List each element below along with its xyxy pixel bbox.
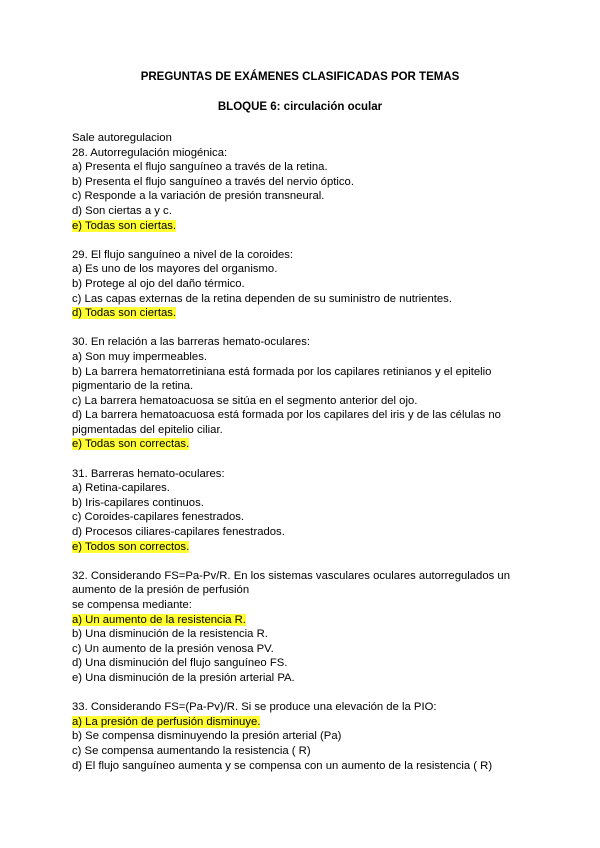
answer-option: d) Una disminución del flujo sanguíneo FS. — [72, 657, 288, 670]
answer-option: b) Iris-capilares continuos. — [72, 496, 204, 509]
answer-option: e) Todas son ciertas. — [72, 219, 177, 232]
answer-option: b) Se compensa disminuyendo la presión arterial (Pa) — [72, 730, 342, 743]
question-30 — [72, 335, 532, 452]
answer-option: a) Un aumento de la resistencia R. — [72, 613, 246, 626]
answer-option: c) Un aumento de la presión venosa PV. — [72, 642, 274, 655]
question-29 — [72, 248, 532, 321]
answer-option: d) Todas son ciertas. — [72, 307, 177, 320]
answer-option-continued: pigmentadas del epitelio ciliar. — [72, 423, 223, 436]
correct-answer-highlight — [72, 715, 532, 730]
correct-answer-highlight — [72, 540, 532, 555]
answer-option: d) El flujo sanguíneo aumenta y se compensa con un aumento de la resistencia ( R) — [72, 759, 493, 772]
answer-option: c) La barrera hematoacuosa se sitúa en el segmento anterior del ojo. — [72, 394, 418, 407]
answer-option: b) La barrera hematorretiniana está formada por los capilares retinianos y el epitelio — [72, 365, 492, 378]
question-text-continued: aumento de la presión de perfusión — [72, 584, 250, 597]
answer-option: c) Las capas externas de la retina dependen de su suministro de nutrientes. — [72, 292, 452, 305]
note-text: Sale autoregulacion — [72, 132, 172, 144]
answer-option: c) Coroides-capilares fenestrados. — [72, 511, 245, 524]
question-31 — [72, 467, 532, 555]
answer-option: a) Retina-capilares. — [72, 482, 170, 495]
block-title: BLOQUE 6: circulación ocular — [217, 101, 383, 113]
correct-answer-highlight — [72, 437, 532, 452]
answer-option: b) Una disminución de la resistencia R. — [72, 628, 268, 641]
answer-option: c) Responde a la variación de presión transneural. — [72, 190, 325, 203]
answer-option: c) Se compensa aumentando la resistencia ( R) — [72, 744, 311, 757]
answer-option: a) Es uno de los mayores del organismo. — [72, 263, 278, 276]
answer-option: d) La barrera hematoacuosa está formada por los capilares del iris y de las células no — [72, 409, 501, 422]
question-text: 29. El flujo sanguíneo a nivel de la coroides: — [72, 248, 294, 261]
question-33 — [72, 700, 532, 773]
question-32 — [72, 569, 532, 686]
answer-option: a) Son muy impermeables. — [72, 350, 207, 363]
correct-answer-highlight — [72, 613, 532, 628]
question-28 — [72, 146, 532, 234]
question-text: 31. Barreras hemato-oculares: — [72, 467, 225, 480]
answer-option: e) Todas son correctas. — [72, 438, 190, 451]
answer-option: b) Protege al ojo del daño térmico. — [72, 277, 245, 290]
answer-option-continued: pigmentario de la retina. — [72, 380, 194, 393]
answer-option: a) Presenta el flujo sanguíneo a través de la retina. — [72, 161, 328, 174]
correct-answer-highlight — [72, 306, 532, 321]
answer-option: a) La presión de perfusión disminuye. — [72, 715, 261, 728]
answer-option: d) Son ciertas a y c. — [72, 204, 172, 217]
answer-option: e) Una disminución de la presión arterial PA. — [72, 671, 295, 684]
question-text: 32. Considerando FS=Pa-Pv/R. En los sistemas vasculares oculares autorregulados un — [72, 569, 510, 582]
question-text-continued: se compensa mediante: — [72, 599, 192, 611]
answer-option: e) Todos son correctos. — [72, 540, 190, 553]
correct-answer-highlight — [72, 219, 532, 234]
document-title: PREGUNTAS DE EXÁMENES CLASIFICADAS POR TEMAS — [140, 71, 460, 83]
answer-option: d) Procesos ciliares-capilares fenestrados. — [72, 526, 285, 539]
question-text: 30. En relación a las barreras hemato-oculares: — [72, 336, 310, 349]
document-body — [72, 131, 532, 773]
answer-option: b) Presenta el flujo sanguíneo a través del nervio óptico. — [72, 175, 354, 188]
question-text: 33. Considerando FS=(Pa-Pv)/R. Si se produce una elevación de la PIO: — [72, 701, 437, 714]
question-text: 28. Autorregulación miogénica: — [72, 146, 228, 159]
